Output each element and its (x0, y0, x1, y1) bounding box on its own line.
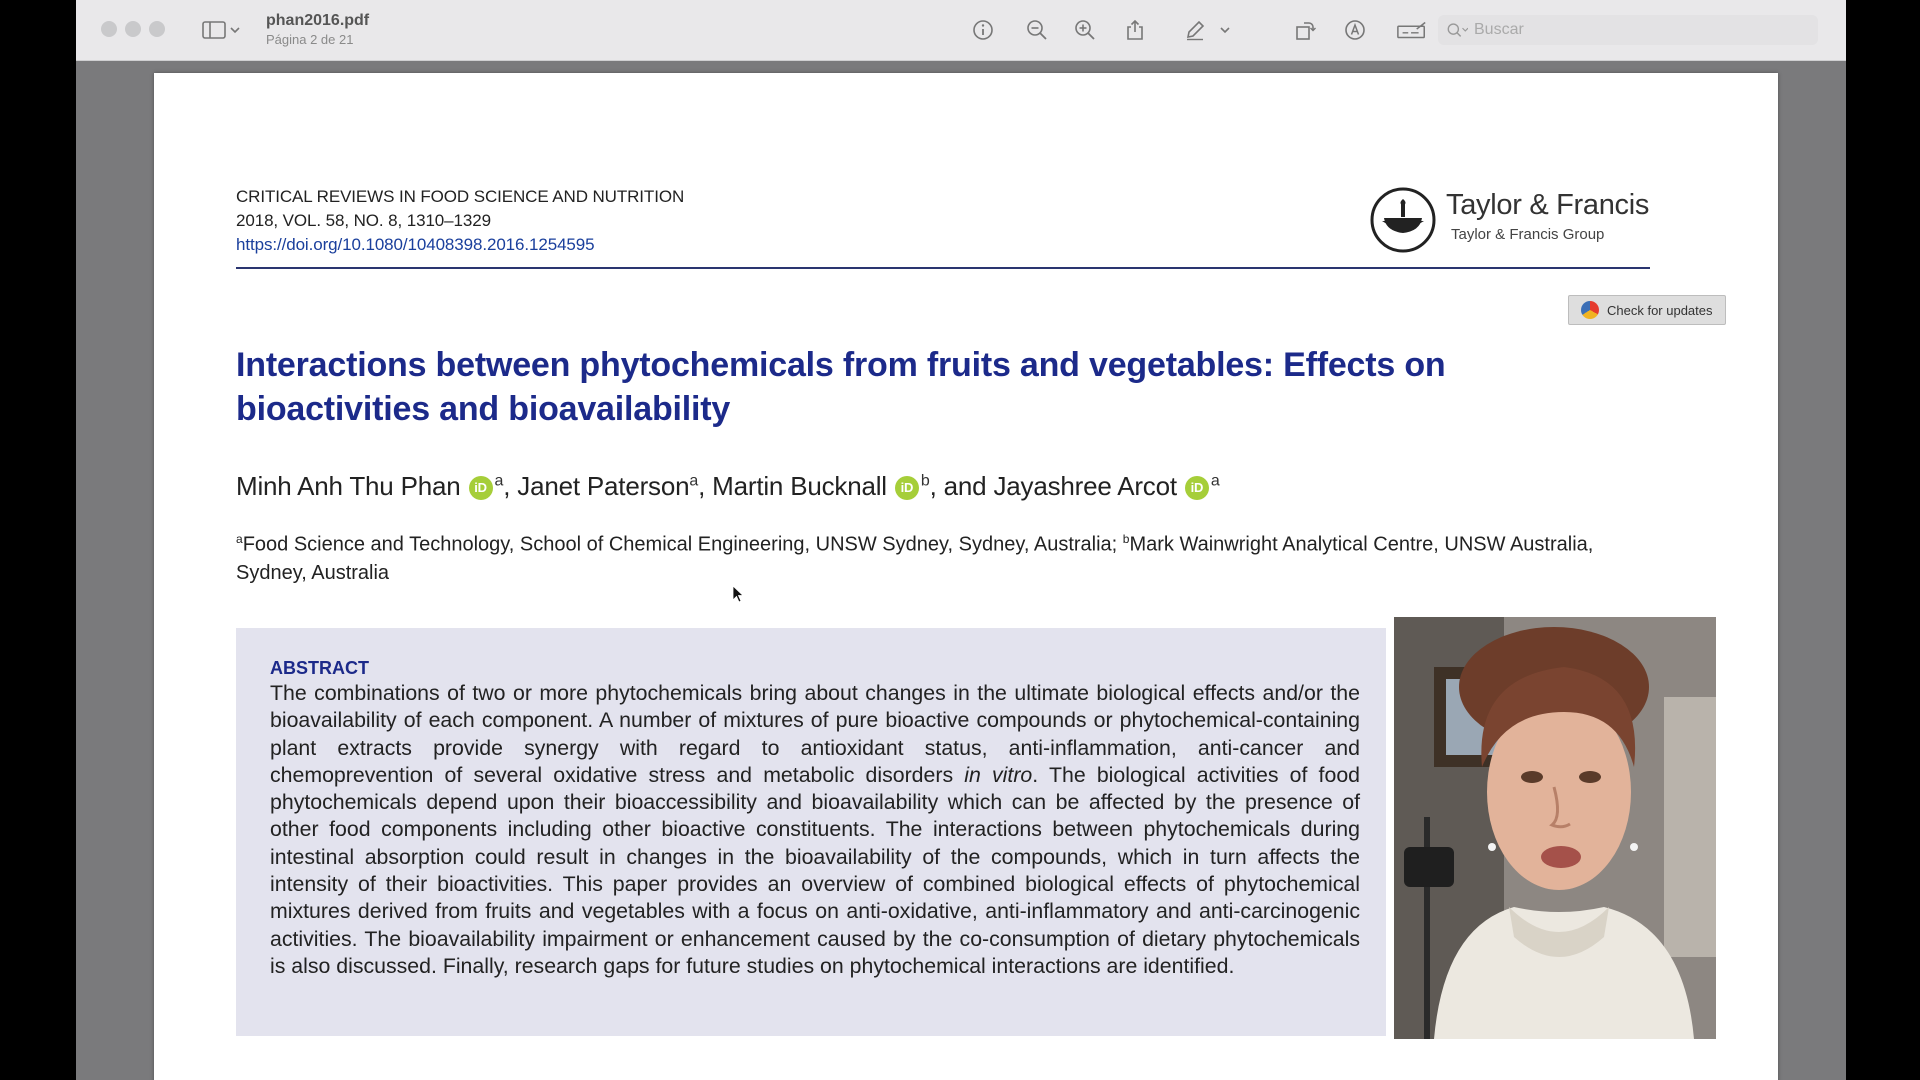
share-button[interactable] (1122, 17, 1148, 43)
preview-window (76, 0, 1846, 1080)
close-window-button[interactable] (101, 21, 117, 37)
affiliation-mark: a (1210, 472, 1220, 490)
orcid-icon[interactable]: iD (469, 476, 493, 500)
annotate-icon (1344, 19, 1366, 41)
info-button[interactable] (970, 17, 996, 43)
journal-info (236, 185, 684, 257)
abstract-heading: ABSTRACT (270, 658, 369, 678)
publisher-name: Taylor & Francis (1446, 189, 1650, 221)
search-input[interactable] (1472, 20, 1796, 40)
journal-name: CRITICAL REVIEWS IN FOOD SCIENCE AND NUTRITION (236, 187, 685, 206)
affiliation-mark: a (689, 472, 699, 490)
signature-icon (1396, 19, 1428, 41)
abstract-box (236, 628, 1386, 1036)
abstract-text (270, 680, 1360, 980)
search-field[interactable] (1438, 15, 1818, 45)
markup-pen-icon (1184, 19, 1206, 41)
info-icon (972, 19, 994, 41)
markup-menu-button[interactable] (1212, 17, 1238, 43)
author-separator: , (698, 471, 713, 501)
abstract-text-part: . The biological activities of food phytochemicals depend upon their bioaccessibility and bioavailability which can be affected by the presence of other food components including other bioactive constituents. The interactions between phytochemicals during intestinal absorption could result in changes in the bioavailability of the compounds, which in turn affects the intensity of their bioactivities. This paper provides an overview of combined biological effects of phytochemical mixtures derived from fruits and vegetables with a focus on anti-oxidative, anti-inflammatory and anti-carcinogenic activities. The bioavailability impairment or enhancement caused by the co-consumption of dietary phytochemicals is also discussed. Finally, research gaps for future studies on phytochemical interactions are identified. (270, 762, 1361, 978)
chevron-down-icon (1214, 19, 1236, 41)
author-name: Martin Bucknall (712, 471, 887, 501)
share-icon (1124, 19, 1146, 41)
author-separator: , and (929, 471, 994, 501)
webcam-video-overlay (1394, 617, 1716, 1039)
zoom-out-button[interactable] (1024, 17, 1050, 43)
affiliation-mark: a (236, 532, 243, 546)
presenter-video-frame (1394, 617, 1716, 1039)
abstract-italic: in vitro (964, 762, 1033, 787)
zoom-window-button[interactable] (149, 21, 165, 37)
zoom-in-button[interactable] (1072, 17, 1098, 43)
orcid-icon[interactable]: iD (895, 476, 919, 500)
rotate-icon (1294, 19, 1316, 41)
zoom-out-icon (1026, 19, 1048, 41)
rotate-button[interactable] (1292, 17, 1318, 43)
check-updates-button[interactable] (1568, 295, 1726, 325)
mouse-pointer-icon (732, 585, 744, 603)
journal-volume: 2018, VOL. 58, NO. 8, 1310–1329 (236, 211, 491, 230)
affiliation-mark: a (494, 472, 504, 490)
affiliation-mark: b (920, 472, 930, 490)
toolbar (76, 0, 1846, 61)
affiliations (236, 525, 1656, 587)
doi-link[interactable]: https://doi.org/10.1080/10408398.2016.1254595 (236, 235, 595, 254)
sidebar-icon (201, 19, 241, 41)
author-name: Jayashree Arcot (993, 471, 1177, 501)
header-divider (236, 267, 1650, 269)
affiliation-b: Mark Wainwright Analytical Centre, UNSW Australia, Sydney, Australia (236, 533, 1594, 584)
author-name: Minh Anh Thu Phan (236, 471, 461, 501)
affiliation-a: Food Science and Technology, School of Chemical Engineering, UNSW Sydney, Sydney, Australia; (242, 533, 1123, 556)
minimize-window-button[interactable] (125, 21, 141, 37)
orcid-icon[interactable]: iD (1185, 476, 1209, 500)
author-separator: , (503, 471, 518, 501)
sidebar-toggle-button[interactable] (201, 19, 241, 41)
affiliation-mark: b (1122, 532, 1130, 546)
check-updates-label: Check for updates (1607, 302, 1713, 318)
author-name: Janet Paterson (517, 471, 690, 501)
publisher-group: Taylor & Francis Group (1451, 226, 1605, 243)
abstract-text-part: The combinations of two or more phytochemicals bring about changes in the ultimate biological effects and/or the bioavailability of each component. A number of mixtures of pure bioactive compounds or phytochemical-containing plant extracts provide synergy with regard to antioxidant status, anti-inflammation, anti-cancer and chemoprevention of several oxidative stress and metabolic disorders (270, 681, 1360, 787)
crossmark-icon (1581, 301, 1599, 319)
search-icon (1446, 21, 1468, 39)
markup-button[interactable] (1182, 17, 1208, 43)
signature-button[interactable] (1394, 17, 1430, 43)
taylor-francis-logo-icon (1370, 187, 1436, 253)
zoom-in-icon (1074, 19, 1096, 41)
article-title: Interactions between phytochemicals from fruits and vegetables: Effects on bioactivities and bioavailability (236, 346, 1446, 428)
document-filename: phan2016.pdf (266, 12, 370, 29)
page-indicator: Página 2 de 21 (266, 32, 354, 47)
annotate-button[interactable] (1342, 17, 1368, 43)
author-list (236, 471, 1220, 502)
